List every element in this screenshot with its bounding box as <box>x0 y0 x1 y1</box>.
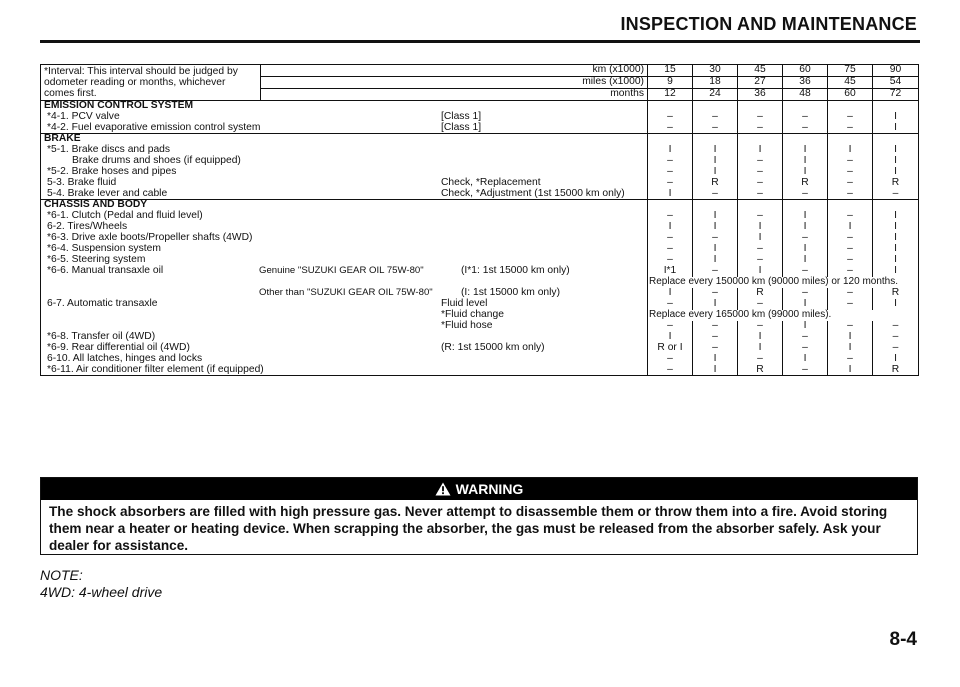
interval-value: 18 <box>693 77 738 89</box>
interval-value: 12 <box>648 89 693 101</box>
section-header-spacer <box>693 101 738 112</box>
schedule-value: – <box>738 123 783 134</box>
schedule-value: I <box>873 233 919 244</box>
schedule-value: I <box>873 112 919 123</box>
item-name: *6-3. Drive axle boots/Propeller shafts (4WD) <box>47 231 253 243</box>
item-spec: *Fluid hose <box>441 319 493 331</box>
schedule-value: I <box>873 354 919 365</box>
interval-value: 54 <box>873 77 919 89</box>
interval-value: 36 <box>738 89 783 101</box>
section-header-spacer <box>873 101 919 112</box>
schedule-value: I <box>783 354 828 365</box>
schedule-value: I <box>738 222 783 233</box>
schedule-value: I <box>693 156 738 167</box>
schedule-row <box>41 156 919 167</box>
note-block <box>40 567 162 601</box>
schedule-value: – <box>783 112 828 123</box>
schedule-value: I <box>648 222 693 233</box>
item-spec-oil: Other than "SUZUKI GEAR OIL 75W-80" <box>259 286 433 298</box>
interval-note: *Interval: This interval should be judged by odometer reading or months, whichever comes first. <box>41 65 261 101</box>
schedule-value: I <box>693 145 738 156</box>
interval-value: 90 <box>873 65 919 77</box>
schedule-value: R <box>738 365 783 376</box>
item-cell <box>41 354 648 365</box>
warning-label: WARNING <box>455 481 524 497</box>
schedule-span-note: Replace every 150000 km (90000 miles) or 120 months. <box>648 277 919 288</box>
schedule-row <box>41 310 919 321</box>
item-cell <box>41 123 648 134</box>
item-cell <box>41 178 648 189</box>
interval-value: 24 <box>693 89 738 101</box>
interval-unit: miles (x1000) <box>261 77 648 89</box>
interval-value: 60 <box>828 89 873 101</box>
schedule-value: – <box>783 343 828 354</box>
section-header-row <box>41 101 919 112</box>
maintenance-schedule-table <box>40 64 919 376</box>
schedule-value: I <box>693 244 738 255</box>
schedule-value: I <box>693 365 738 376</box>
schedule-value: – <box>783 288 828 299</box>
schedule-value: – <box>738 167 783 178</box>
schedule-value: – <box>873 343 919 354</box>
schedule-value: I <box>693 354 738 365</box>
schedule-value: – <box>648 321 693 332</box>
item-spec-note: (R: 1st 15000 km only) <box>441 341 545 353</box>
schedule-value: – <box>738 156 783 167</box>
schedule-value: I <box>828 343 873 354</box>
item-name: *6-6. Manual transaxle oil <box>47 264 164 276</box>
section-header-spacer <box>648 101 693 112</box>
section-header-spacer <box>783 134 828 145</box>
section-header-spacer <box>693 134 738 145</box>
item-cell <box>41 167 648 178</box>
schedule-row <box>41 255 919 266</box>
schedule-value: – <box>693 343 738 354</box>
interval-row <box>41 65 919 77</box>
item-name: 6-7. Automatic transaxle <box>47 297 158 309</box>
schedule-value: I <box>648 332 693 343</box>
interval-value: 45 <box>828 77 873 89</box>
item-name: *5-2. Brake hoses and pipes <box>47 165 177 177</box>
schedule-value: R <box>738 288 783 299</box>
schedule-value: – <box>738 211 783 222</box>
schedule-value: – <box>693 321 738 332</box>
item-cell <box>41 365 648 376</box>
schedule-row <box>41 167 919 178</box>
item-name: *6-5. Steering system <box>47 253 146 265</box>
schedule-row <box>41 112 919 123</box>
schedule-value: – <box>828 156 873 167</box>
section-header-spacer <box>738 101 783 112</box>
item-name: *4-1. PCV valve <box>47 110 120 122</box>
section-header-spacer <box>648 200 693 211</box>
interval-value: 75 <box>828 65 873 77</box>
item-name: Brake drums and shoes (if equipped) <box>72 154 241 166</box>
schedule-value: – <box>693 288 738 299</box>
interval-unit: months <box>261 89 648 101</box>
schedule-value: – <box>828 123 873 134</box>
item-cell <box>41 288 648 299</box>
schedule-value: – <box>828 178 873 189</box>
page-number: 8-4 <box>889 629 917 650</box>
interval-value: 15 <box>648 65 693 77</box>
schedule-value: – <box>738 255 783 266</box>
schedule-value: – <box>648 123 693 134</box>
schedule-row <box>41 222 919 233</box>
section-header-spacer <box>738 134 783 145</box>
schedule-value: – <box>648 365 693 376</box>
schedule-value: – <box>873 321 919 332</box>
schedule-row <box>41 211 919 222</box>
section-header-spacer <box>873 200 919 211</box>
schedule-value: I <box>693 211 738 222</box>
schedule-value: I <box>783 211 828 222</box>
item-name: *6-11. Air conditioner filter element (if equipped) <box>47 363 264 375</box>
warning-triangle-icon <box>435 482 451 496</box>
section-header-spacer <box>648 134 693 145</box>
schedule-value: – <box>648 233 693 244</box>
schedule-value: I <box>873 222 919 233</box>
schedule-value: I <box>738 145 783 156</box>
interval-value: 45 <box>738 65 783 77</box>
header-rule <box>40 40 920 43</box>
schedule-value: I <box>873 211 919 222</box>
section-title: BRAKE <box>41 134 648 145</box>
schedule-body <box>41 65 919 376</box>
interval-value: 60 <box>783 65 828 77</box>
interval-value: 9 <box>648 77 693 89</box>
schedule-value: – <box>738 299 783 310</box>
section-header-spacer <box>828 200 873 211</box>
schedule-value: – <box>828 266 873 277</box>
item-spec: Check, *Adjustment (1st 15000 km only) <box>441 187 625 199</box>
schedule-value: – <box>873 332 919 343</box>
schedule-value: I <box>783 167 828 178</box>
item-name: *6-8. Transfer oil (4WD) <box>47 330 156 342</box>
section-header-spacer <box>693 200 738 211</box>
schedule-value: I <box>783 299 828 310</box>
schedule-value: I <box>738 332 783 343</box>
schedule-row <box>41 365 919 376</box>
item-spec-note: (I: 1st 15000 km only) <box>461 286 561 298</box>
schedule-value: – <box>828 321 873 332</box>
schedule-value: I <box>783 321 828 332</box>
schedule-value: I*1 <box>648 266 693 277</box>
schedule-value: – <box>648 178 693 189</box>
schedule-value: – <box>828 255 873 266</box>
section-header-spacer <box>828 134 873 145</box>
schedule-row <box>41 288 919 299</box>
warning-header <box>41 478 917 500</box>
section-header-spacer <box>783 101 828 112</box>
interval-value: 72 <box>873 89 919 101</box>
section-header-spacer <box>783 200 828 211</box>
interval-value: 30 <box>693 65 738 77</box>
item-cell <box>41 266 648 277</box>
schedule-row <box>41 233 919 244</box>
schedule-value: – <box>693 233 738 244</box>
item-cell <box>41 343 648 354</box>
item-cell <box>41 321 648 332</box>
schedule-row <box>41 332 919 343</box>
schedule-value: – <box>738 178 783 189</box>
schedule-row <box>41 145 919 156</box>
schedule-value: I <box>738 343 783 354</box>
item-cell <box>41 156 648 167</box>
schedule-value: R <box>873 288 919 299</box>
schedule-value: I <box>873 255 919 266</box>
schedule-value: I <box>828 145 873 156</box>
item-cell <box>41 145 648 156</box>
schedule-value: R <box>873 178 919 189</box>
schedule-value: I <box>693 299 738 310</box>
item-name: 6-2. Tires/Wheels <box>47 220 128 232</box>
schedule-value: I <box>873 156 919 167</box>
schedule-value: I <box>648 189 693 200</box>
item-name: *5-1. Brake discs and pads <box>47 143 171 155</box>
schedule-value: – <box>783 332 828 343</box>
schedule-value: – <box>828 233 873 244</box>
schedule-value: I <box>783 244 828 255</box>
item-cell <box>41 189 648 200</box>
interval-value: 27 <box>738 77 783 89</box>
schedule-value: – <box>783 365 828 376</box>
item-cell <box>41 277 648 288</box>
schedule-value: – <box>828 167 873 178</box>
item-cell <box>41 222 648 233</box>
item-name: 5-4. Brake lever and cable <box>47 187 168 199</box>
schedule-value: – <box>828 112 873 123</box>
schedule-value: I <box>783 222 828 233</box>
schedule-value: – <box>738 244 783 255</box>
section-title: EMISSION CONTROL SYSTEM <box>41 101 648 112</box>
schedule-value: – <box>828 354 873 365</box>
schedule-row <box>41 266 919 277</box>
schedule-row <box>41 123 919 134</box>
schedule-value: – <box>738 321 783 332</box>
item-name: *4-2. Fuel evaporative emission control system <box>47 121 261 133</box>
schedule-row <box>41 178 919 189</box>
schedule-value: – <box>828 299 873 310</box>
interval-value: 48 <box>783 89 828 101</box>
note-text: 4WD: 4-wheel drive <box>40 584 163 600</box>
schedule-value: – <box>828 211 873 222</box>
schedule-value: R <box>783 178 828 189</box>
schedule-value: I <box>648 145 693 156</box>
schedule-row <box>41 299 919 310</box>
schedule-value: – <box>828 244 873 255</box>
item-cell <box>41 299 648 310</box>
schedule-value: – <box>828 189 873 200</box>
schedule-row <box>41 354 919 365</box>
item-name: 6-10. All latches, hinges and locks <box>47 352 203 364</box>
item-spec: [Class 1] <box>441 110 482 122</box>
schedule-value: – <box>648 354 693 365</box>
schedule-value: I <box>828 222 873 233</box>
schedule-value: – <box>783 233 828 244</box>
schedule-span-note: Replace every 165000 km (99000 miles). <box>648 310 919 321</box>
schedule-value: – <box>738 189 783 200</box>
schedule-value: I <box>873 145 919 156</box>
item-name: *6-1. Clutch (Pedal and fluid level) <box>47 209 203 221</box>
schedule-value: I <box>693 167 738 178</box>
schedule-row <box>41 343 919 354</box>
schedule-value: – <box>693 112 738 123</box>
schedule-value: – <box>648 299 693 310</box>
schedule-value: I <box>783 255 828 266</box>
section-header-row <box>41 134 919 145</box>
schedule-value: – <box>648 167 693 178</box>
schedule-value: – <box>738 354 783 365</box>
schedule-value: – <box>693 189 738 200</box>
item-cell <box>41 332 648 343</box>
schedule-value: – <box>783 266 828 277</box>
item-spec-note: (I*1: 1st 15000 km only) <box>461 264 570 276</box>
item-spec: Check, *Replacement <box>441 176 541 188</box>
schedule-value: – <box>648 255 693 266</box>
section-header-spacer <box>873 134 919 145</box>
item-cell <box>41 255 648 266</box>
schedule-value: – <box>783 123 828 134</box>
warning-box <box>40 477 918 555</box>
schedule-value: – <box>783 189 828 200</box>
item-spec: Fluid level <box>441 297 488 309</box>
item-cell <box>41 310 648 321</box>
interval-value: 36 <box>783 77 828 89</box>
schedule-value: I <box>828 365 873 376</box>
item-cell <box>41 112 648 123</box>
schedule-value: – <box>648 156 693 167</box>
page-title: INSPECTION AND MAINTENANCE <box>620 14 917 34</box>
item-cell <box>41 211 648 222</box>
section-header-spacer <box>738 200 783 211</box>
schedule-value: R <box>693 178 738 189</box>
item-spec-oil: Genuine "SUZUKI GEAR OIL 75W-80" <box>259 264 424 276</box>
section-header-spacer <box>828 101 873 112</box>
schedule-value: I <box>648 288 693 299</box>
schedule-row <box>41 244 919 255</box>
interval-unit: km (x1000) <box>261 65 648 77</box>
item-name: 5-3. Brake fluid <box>47 176 117 188</box>
schedule-value: I <box>873 266 919 277</box>
schedule-value: – <box>738 112 783 123</box>
schedule-value: – <box>648 211 693 222</box>
item-spec: [Class 1] <box>441 121 482 133</box>
schedule-value: R or I <box>648 343 693 354</box>
schedule-value: – <box>693 123 738 134</box>
item-name: *6-9. Rear differential oil (4WD) <box>47 341 190 353</box>
item-name: *6-4. Suspension system <box>47 242 161 254</box>
schedule-value: I <box>828 332 873 343</box>
schedule-value: I <box>873 299 919 310</box>
schedule-row <box>41 321 919 332</box>
schedule-value: – <box>693 266 738 277</box>
schedule-value: I <box>783 156 828 167</box>
schedule-value: I <box>783 145 828 156</box>
schedule-value: – <box>648 244 693 255</box>
schedule-value: I <box>693 255 738 266</box>
item-spec: *Fluid change <box>441 308 504 320</box>
warning-text: The shock absorbers are filled with high pressure gas. Never attempt to disassemble them or throw them into a fire. Avoid storing them near a heater or heating device. When scrapping the absorber, the gas must be released from the absorber safely. Ask your dealer for assistance. <box>49 504 888 553</box>
note-label: NOTE: <box>40 567 83 583</box>
item-cell <box>41 244 648 255</box>
schedule-value: – <box>648 112 693 123</box>
schedule-value: R <box>873 365 919 376</box>
schedule-value: – <box>828 288 873 299</box>
item-cell <box>41 233 648 244</box>
schedule-value: – <box>873 189 919 200</box>
schedule-value: I <box>738 266 783 277</box>
schedule-value: I <box>738 233 783 244</box>
schedule-row <box>41 277 919 288</box>
schedule-value: I <box>873 167 919 178</box>
schedule-value: I <box>873 244 919 255</box>
section-title: CHASSIS AND BODY <box>41 200 648 211</box>
schedule-value: – <box>693 332 738 343</box>
schedule-row <box>41 189 919 200</box>
schedule-value: I <box>873 123 919 134</box>
schedule-value: I <box>693 222 738 233</box>
section-header-row <box>41 200 919 211</box>
